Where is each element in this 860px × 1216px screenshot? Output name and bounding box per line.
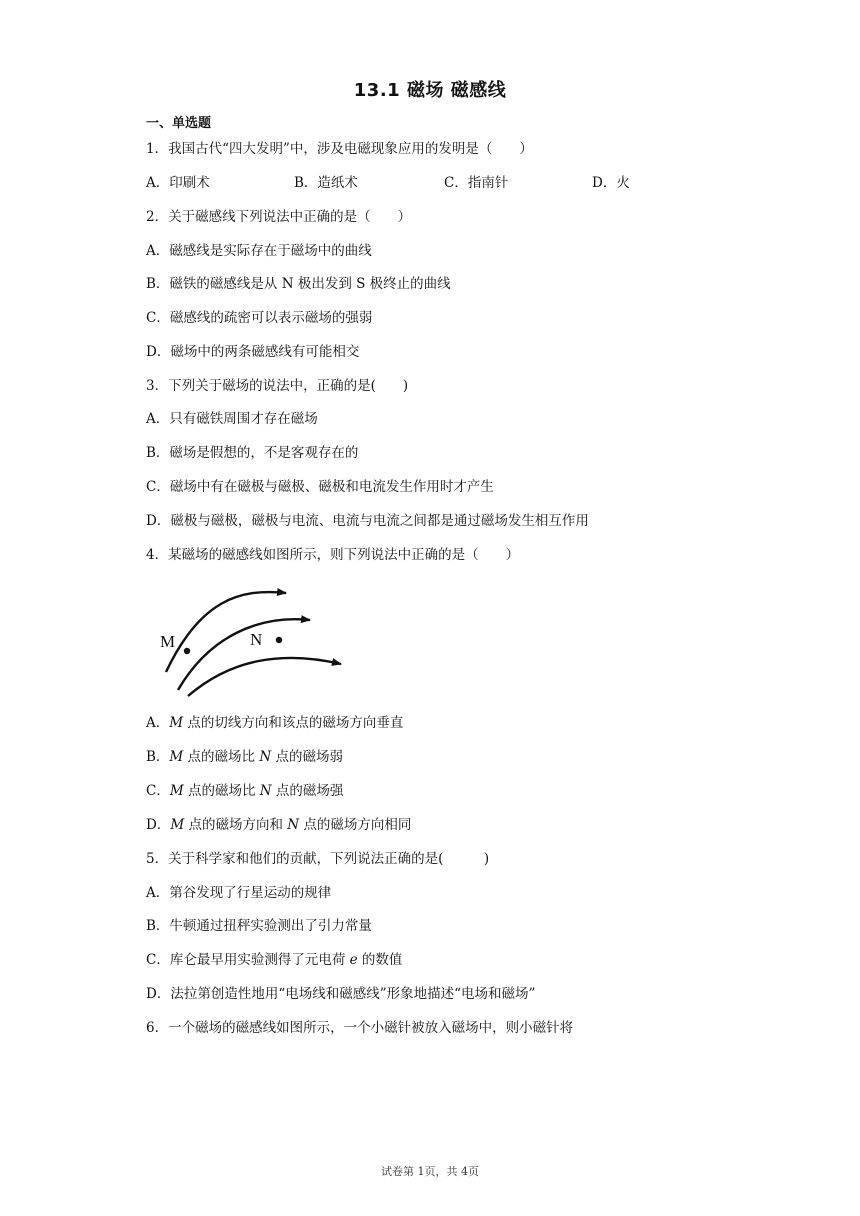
q2-option-a: A．磁感线是实际存在于磁场中的曲线	[146, 243, 372, 259]
q4-option-d: D．M 点的磁场方向和 N 点的磁场方向相同	[146, 817, 412, 833]
q4-option-b: B．M 点的磁场比 N 点的磁场弱	[146, 749, 343, 765]
q3-option-a: A．只有磁铁周围才存在磁场	[146, 411, 318, 427]
q4-option-a: A．M 点的切线方向和该点的磁场方向垂直	[146, 715, 404, 731]
q1-option-d: D．火	[592, 175, 630, 191]
q1-option-c: C．指南针	[444, 175, 509, 191]
point-n-dot	[276, 637, 282, 643]
point-m-dot	[184, 648, 190, 654]
question-3-stem: 3．下列关于磁场的说法中，正确的是( )	[146, 378, 409, 394]
question-6-stem: 6．一个磁场的磁感线如图所示，一个小磁针被放入磁场中，则小磁针将	[146, 1020, 574, 1036]
question-2-stem: 2．关于磁感线下列说法中正确的是（ ）	[146, 209, 412, 225]
magnetic-field-lines-figure	[150, 580, 360, 700]
point-m-label: M	[160, 632, 176, 651]
q2-option-b: B．磁铁的磁感线是从 N 极出发到 S 极终止的曲线	[146, 276, 451, 292]
q3-option-b: B．磁场是假想的，不是客观存在的	[146, 445, 359, 461]
question-1-options	[146, 174, 706, 192]
q3-option-c: C．磁场中有在磁极与磁极、磁极和电流发生作用时才产生	[146, 479, 494, 495]
section-heading: 一、单选题	[146, 116, 212, 131]
q1-option-b: B．造纸术	[294, 175, 358, 191]
q3-option-d: D．磁极与磁极，磁极与电流、电流与电流之间都是通过磁场发生相互作用	[146, 513, 589, 529]
field-line-bottom	[188, 658, 341, 696]
page-title: 13.1 磁场 磁感线	[353, 80, 507, 101]
q5-option-c: C．库仑最早用实验测得了元电荷 e 的数值	[146, 952, 403, 968]
question-4-stem: 4．某磁场的磁感线如图所示，则下列说法中正确的是（ ）	[146, 547, 520, 563]
question-1-stem: 1．我国古代“四大发明”中，涉及电磁现象应用的发明是（ ）	[146, 141, 533, 157]
point-n-label: N	[250, 630, 263, 649]
q2-option-d: D．磁场中的两条磁感线有可能相交	[146, 344, 360, 360]
page-footer: 试卷第 1页，共 4页	[381, 1165, 479, 1178]
q4-option-c: C．M 点的磁场比 N 点的磁场强	[146, 783, 344, 799]
field-line-middle	[178, 619, 310, 690]
q5-option-d: D．法拉第创造性地用“电场线和磁感线”形象地描述“电场和磁场”	[146, 986, 536, 1002]
q5-option-a: A．第谷发现了行星运动的规律	[146, 885, 332, 901]
q1-option-a: A．印刷术	[146, 175, 210, 191]
q5-option-b: B．牛顿通过扭秤实验测出了引力常量	[146, 918, 372, 934]
q2-option-c: C．磁感线的疏密可以表示磁场的强弱	[146, 310, 373, 326]
question-5-stem: 5．关于科学家和他们的贡献，下列说法正确的是( )	[146, 851, 490, 867]
field-lines-diagram	[150, 580, 360, 700]
